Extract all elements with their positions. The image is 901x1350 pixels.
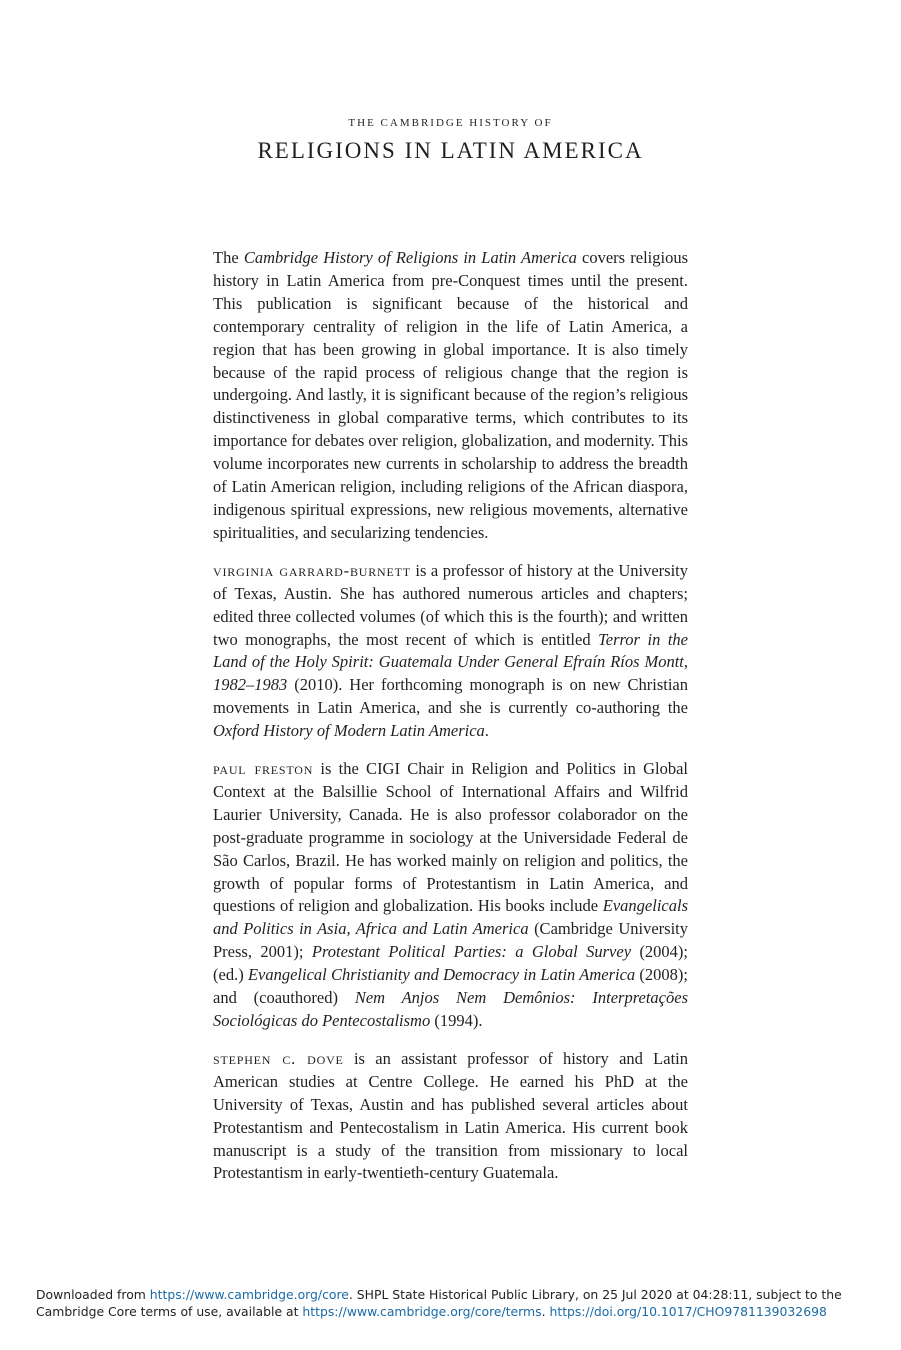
bio-text: is the CIGI Chair in Religion and Politics in Global Context at the Balsillie School of International Affairs and Wilfrid Laurier University, Canada. He is also professor colaborador on the post-graduate programme in sociology at the Universidade Federal de São Carlos, Brazil. He has worked mainly on religion and politics, the growth of popular forms of Protestantism in Latin America, and questions of religion and globalization. His books include bbox=[213, 759, 688, 916]
bio-work-title: Nem Anjos Nem Demônios: Interpretações Sociológicas do Pentecostalismo bbox=[213, 988, 688, 1030]
description-book-title: Cambridge History of Religions in Latin America bbox=[243, 248, 577, 267]
bio-work-title: Terror in the Land of the Holy Spirit: Guatemala Under General Efraín Ríos Montt, 1982–1983 bbox=[213, 629, 688, 695]
bio-work-title: Oxford History of Modern Latin America bbox=[213, 721, 485, 741]
editor-name: paul freston bbox=[213, 759, 314, 779]
terms-link[interactable]: https://www.cambridge.org/core/terms bbox=[302, 1304, 542, 1319]
description-intro: The bbox=[213, 248, 244, 267]
bio-text: (2008); and (coauthored) bbox=[213, 965, 688, 1008]
editor-name: virginia garrard-burnett bbox=[213, 560, 411, 580]
bio-work-title: Evangelical Christianity and Democracy in Latin America bbox=[247, 965, 636, 985]
series-title: THE CAMBRIDGE HISTORY OF bbox=[348, 117, 553, 129]
notice-text: Downloaded from bbox=[36, 1287, 150, 1302]
download-notice bbox=[36, 1286, 876, 1320]
cambridge-core-link[interactable]: https://www.cambridge.org/core bbox=[149, 1287, 349, 1302]
editor-bio-dove bbox=[213, 1048, 688, 1185]
notice-text: . SHPL State Historical Public Library, on 25 Jul 2020 at 04:28:11, subject to the Cambridge Core terms of use, available at bbox=[36, 1287, 842, 1319]
editor-bio-freston bbox=[213, 758, 688, 1033]
description-text: covers religious history in Latin America from pre-Conquest times until the present. This publication is significant because of the historical and contemporary centrality of religion in the life of Latin America, a region that has been growing in global importance. It is also timely because of the rapid process of religious change that the region is undergoing. And lastly, it is significant because of the region’s religious distinctiveness in global comparative terms, which contributes to its importance for debates over religion, globalization, and modernity. This volume incorporates new currents in scholarship to address the breadth of Latin American religion, including religions of the African diaspora, indigenous spiritual expressions, new religious movements, alternative spiritualities, and secularizing tendencies. bbox=[213, 248, 688, 542]
editor-name: stephen c. dove bbox=[213, 1048, 344, 1068]
bio-text: is a professor of history at the University of Texas, Austin. She has authored numerous articles and chapters; edited three collected volumes (of which this is the fourth); and written two monographs, the most recent of which is entitled bbox=[213, 560, 689, 649]
page-header bbox=[0, 116, 901, 165]
bio-work-title: Protestant Political Parties: a Global Survey bbox=[311, 942, 632, 962]
notice-separator: . bbox=[541, 1304, 550, 1319]
book-title: RELIGIONS IN LATIN AMERICA bbox=[257, 138, 644, 163]
bio-text: is an assistant professor of history and Latin American studies at Centre College. He earned his PhD at the University of Texas, Austin and has published several articles about Protestantism and Pentecostalism in Latin America. His current book manuscript is a study of the transition from missionary to local Protestantism in early-twentieth-century Guatemala. bbox=[213, 1048, 688, 1183]
bio-text: (2004); (ed.) bbox=[213, 942, 689, 985]
bio-work-title: Evangelicals and Politics in Asia, Africa and Latin America bbox=[213, 896, 688, 939]
bio-text: . bbox=[484, 721, 489, 741]
editor-bio-garrard-burnett bbox=[213, 560, 688, 743]
doi-link[interactable]: https://doi.org/10.1017/CHO9781139032698 bbox=[549, 1304, 827, 1319]
book-description bbox=[213, 247, 688, 545]
page-body bbox=[213, 247, 688, 1200]
bio-text: (2010). Her forthcoming monograph is on new Christian movements in Latin America, and she is currently co-authoring the bbox=[213, 675, 688, 718]
bio-text: (1994). bbox=[430, 1011, 483, 1030]
bio-text: (Cambridge University Press, 2001); bbox=[213, 919, 689, 962]
